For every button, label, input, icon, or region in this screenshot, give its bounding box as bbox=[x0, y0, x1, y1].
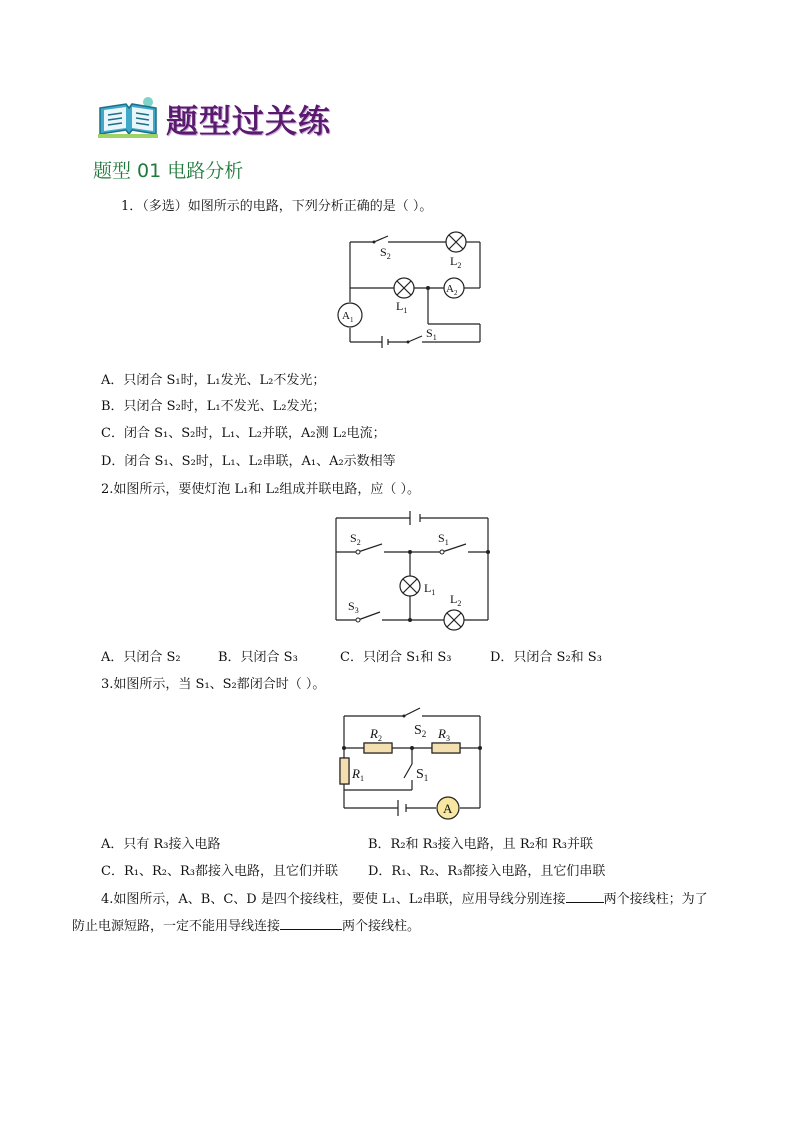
circuit-diagram-2 bbox=[330, 508, 494, 634]
question-1-stem: 1．（多选）如图所示的电路，下列分析正确的是（ ）。 bbox=[121, 199, 433, 214]
q2-option-c: C．只闭合 S₁和 S₃ bbox=[340, 650, 452, 665]
label-S2: $S_2$ bbox=[380, 245, 391, 261]
question-4-line-1 bbox=[101, 889, 708, 910]
svg-text:R2: $R_2$ bbox=[370, 726, 382, 743]
label-A2: $A_2$ bbox=[446, 283, 458, 297]
q4-text-2a: 防止电源短路，一定不能用导线连接 bbox=[72, 919, 281, 934]
svg-text:L1: $L_1$ bbox=[424, 581, 436, 597]
q2-option-b: B．只闭合 S₃ bbox=[218, 650, 298, 665]
section-title: 题型 01 电路分析 bbox=[93, 160, 244, 182]
q1-option-d: D．闭合 S₁、S₂时，L₁、L₂串联，A₁、A₂示数相等 bbox=[101, 454, 396, 469]
question-3-stem: 3.如图所示，当 S₁、S₂都闭合时（ ）。 bbox=[101, 677, 326, 692]
q4-blank-1 bbox=[566, 889, 604, 903]
svg-text:R3: $R_3$ bbox=[438, 726, 450, 743]
svg-text:S2: $S_2$ bbox=[350, 531, 361, 547]
svg-text:A: A bbox=[443, 801, 453, 816]
book-icon bbox=[96, 94, 162, 140]
q2-option-d: D．只闭合 S₂和 S₃ bbox=[490, 650, 602, 665]
svg-text:S1: $S_1$ bbox=[416, 767, 429, 783]
q3-option-a: A．只有 R₃接入电路 bbox=[101, 837, 221, 852]
label-S1: $S_1$ bbox=[426, 326, 437, 342]
svg-text:S2: $S_2$ bbox=[414, 723, 427, 739]
svg-text:R1: $R_1$ bbox=[352, 766, 364, 783]
q3-option-d: D．R₁、R₂、R₃都接入电路，且它们串联 bbox=[368, 864, 606, 879]
q2-option-a: A．只闭合 S₂ bbox=[101, 650, 181, 665]
q4-text-2b: 两个接线柱。 bbox=[342, 919, 421, 934]
question-2-stem: 2.如图所示，要使灯泡 L₁和 L₂组成并联电路，应（ ）。 bbox=[101, 482, 420, 497]
label-L2: $L_2$ bbox=[450, 254, 462, 270]
circuit-diagram-1 bbox=[330, 228, 490, 352]
q4-blank-2 bbox=[280, 916, 342, 930]
circuit-diagram-3 bbox=[336, 700, 486, 820]
label-A1: $A_1$ bbox=[342, 310, 354, 324]
q1-option-a: A．只闭合 S₁时，L₁发光、L₂不发光； bbox=[101, 373, 326, 388]
banner-title: 题型过关练 bbox=[166, 102, 332, 140]
q1-option-c: C．闭合 S₁、S₂时，L₁、L₂并联，A₂测 L₂电流； bbox=[101, 426, 386, 441]
svg-text:S1: $S_1$ bbox=[438, 531, 449, 547]
q3-option-c: C．R₁、R₂、R₃都接入电路，且它们并联 bbox=[101, 864, 338, 879]
q4-text-1a: 4.如图所示，A、B、C、D 是四个接线柱，要使 L₁、L₂串联，应用导线分别连接 bbox=[101, 892, 566, 907]
q1-option-b: B．只闭合 S₂时，L₁不发光、L₂发光； bbox=[101, 399, 326, 414]
svg-text:S3: $S_3$ bbox=[348, 599, 359, 615]
q4-text-1b: 两个接线柱；为了 bbox=[603, 892, 708, 907]
q3-option-b: B．R₂和 R₃接入电路，且 R₂和 R₃并联 bbox=[368, 837, 593, 852]
label-L1: $L_1$ bbox=[396, 299, 408, 315]
svg-text:L2: $L_2$ bbox=[450, 592, 462, 608]
question-4-line-2 bbox=[72, 916, 420, 937]
